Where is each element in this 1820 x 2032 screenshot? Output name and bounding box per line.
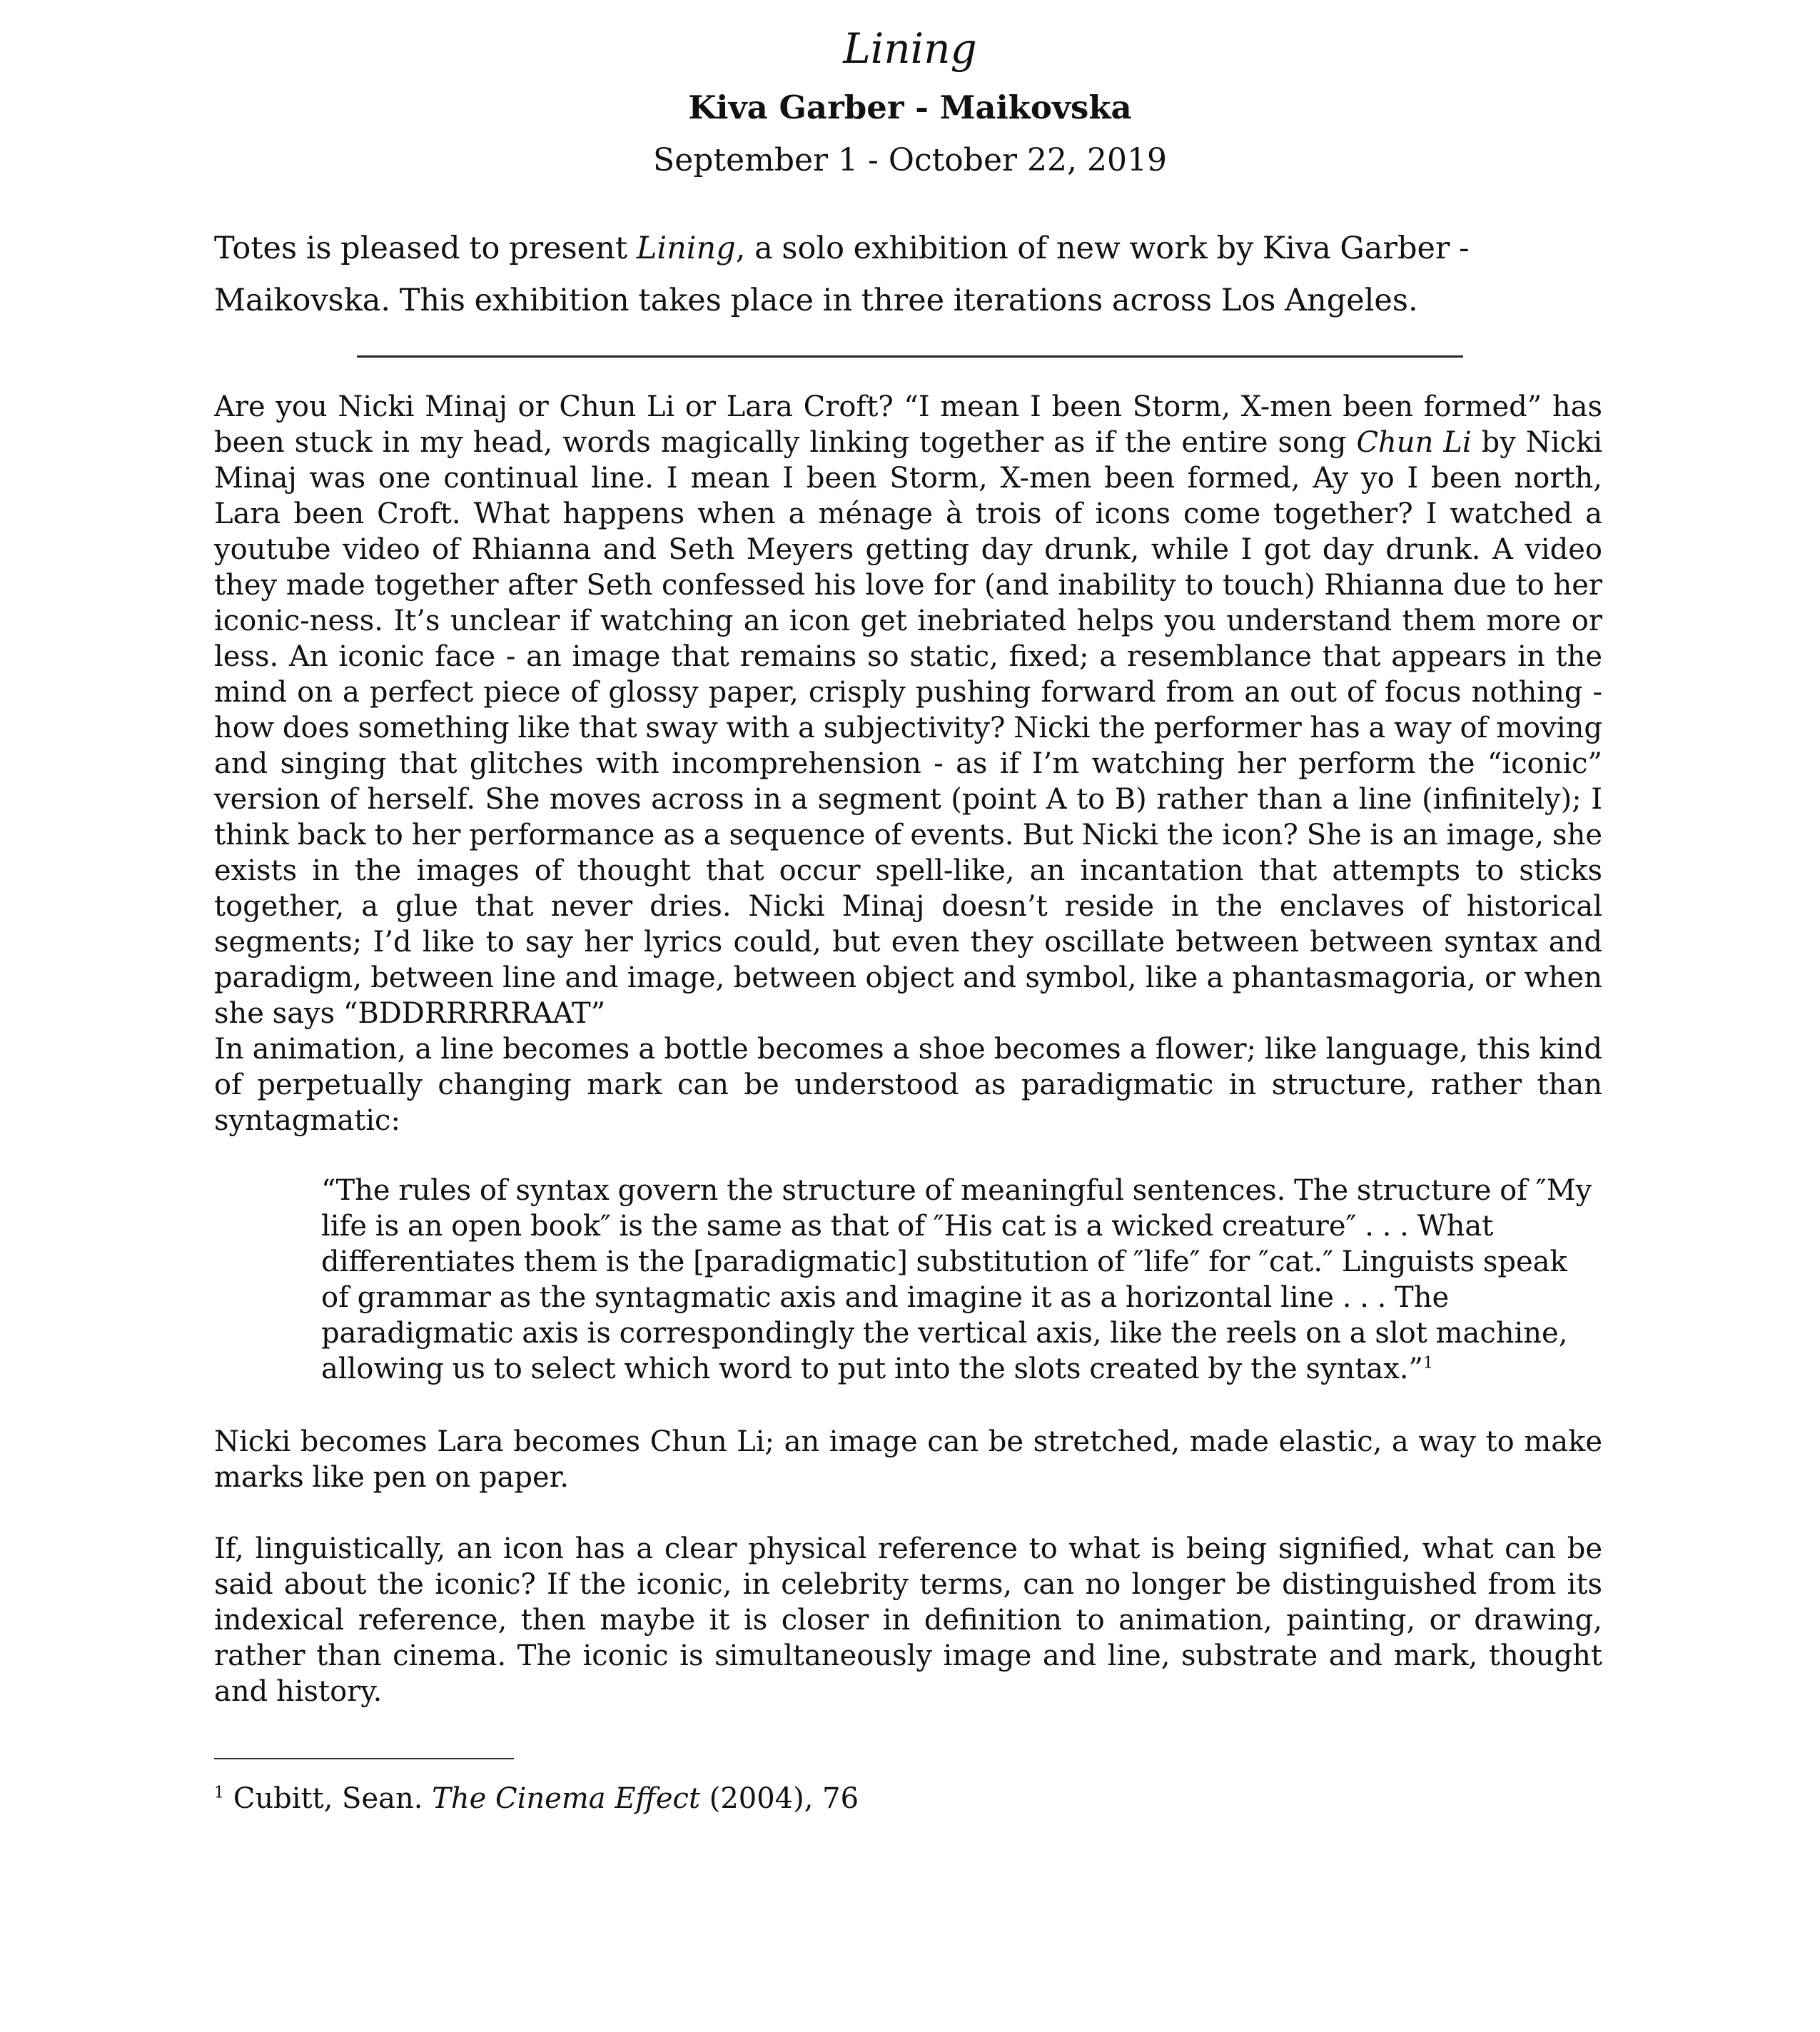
footnote-detail: (2004), 76 — [700, 1782, 859, 1815]
footnote-reference: 1 — [1422, 1354, 1433, 1373]
footnote-work-title: The Cinema Effect — [432, 1782, 701, 1815]
intro-section — [214, 223, 1602, 327]
exhibition-title: Lining — [843, 24, 977, 73]
footnote — [214, 1781, 859, 1816]
quote-text — [321, 1173, 1602, 1387]
footnote-author: Cubitt, Sean. — [224, 1782, 433, 1815]
block-quote — [321, 1173, 1602, 1387]
p1-text-end: by Nicki Minaj was one continual line. I mean I been Storm, X-men been formed, Ay yo I been north, Lara been Croft. What happens when a ménage à trois of icons come together? I watched a youtube video of Rhianna and Seth Meyers getting day drunk, while I got day drunk. A video they made together after Seth confessed his love for (and inability to touch) Rhianna due to her iconic-ness. It’s unclear if watching an icon get inebriated helps you understand them more or less. An iconic face - an image that remains so static, fixed; a resemblance that appears in the mind on a perfect piece of glossy paper, crisply pushing forward from an out of focus nothing - how does something like that sway with a subjectivity? Nicki the performer has a way of moving and singing that glitches with incomprehension - as if I’m watching her perform the “iconic” version of herself. She moves across in a segment (point A to B) rather than a line (infinitely); I think back to her performance as a sequence of events. But Nicki the icon? She is an image, she exists in the images of thought that occur spell-like, an incantation that attempts to sticks together, a glue that never dries. Nicki Minaj doesn’t reside in the enclaves of historical segments; I’d like to say her lyrics could, but even they oscillate between between syntax and paradigm, between line and image, between object and symbol, like a phantasmagoria, or when she says “BDDRRRRRAAT” — [214, 426, 1603, 1030]
body-paragraph-3 — [214, 1424, 1602, 1495]
quote-body: “The rules of syntax govern the structure of meaningful sentences. The structure of ″My life is an open book″ is the same as that of ″His cat is a wicked creature″ . . . What differentiates them is the [paradigmatic] substitution of ″life″ for ″cat.″ Linguists speak of grammar as the syntagmatic axis and imagine it as a horizontal line . . . The paradigmatic axis is correspondingly the vertical axis, like the reels on a slot machine, allowing us to select which word to put into the slots created by the syntax.” — [321, 1174, 1592, 1385]
paragraph-text: In animation, a line becomes a bottle becomes a shoe becomes a flower; like language, this kind of perpetually changing mark can be understood as paradigmatic in structure, rather than syntagmatic: — [214, 1033, 1602, 1137]
paragraph-text: Nicki becomes Lara becomes Chun Li; an image can be stretched, made elastic, a way to make marks like pen on paper. — [214, 1425, 1602, 1494]
footnote-number: 1 — [214, 1784, 224, 1802]
intro-paragraph — [214, 223, 1602, 327]
intro-text-start: Totes is pleased to present — [214, 231, 637, 266]
p1-text-start: Are you Nicki Minaj or Chun Li or Lara Croft? “I mean I been Storm, X-men been formed” has been stuck in my head, words magically linking together as if the entire song — [214, 390, 1602, 459]
section-divider — [357, 355, 1463, 358]
body-paragraph-2 — [214, 1031, 1602, 1138]
exhibition-dates: September 1 - October 22, 2019 — [653, 142, 1167, 178]
artist-name: Kiva Garber - Maikovska — [688, 89, 1132, 126]
intro-title-italic: Lining — [636, 231, 736, 266]
paragraph-text — [214, 389, 1602, 1031]
paragraph-text: If, linguistically, an icon has a clear physical reference to what is being signified, what can be said about the iconic? If the iconic, in celebrity terms, can no longer be distinguished from its indexical reference, then maybe it is closer in definition to animation, painting, or drawing, rather than cinema. The iconic is simultaneously image and line, substrate and mark, thought and history. — [214, 1532, 1602, 1708]
body-paragraph-1 — [214, 389, 1602, 1031]
song-title-italic: Chun Li — [1356, 426, 1472, 459]
intro-text-end: , a solo exhibition of new work by Kiva Garber - Maikovska. This exhibition takes place in three iterations across Los Angeles. — [214, 231, 1470, 318]
body-paragraph-4 — [214, 1531, 1602, 1709]
footnote-divider — [214, 1758, 514, 1759]
